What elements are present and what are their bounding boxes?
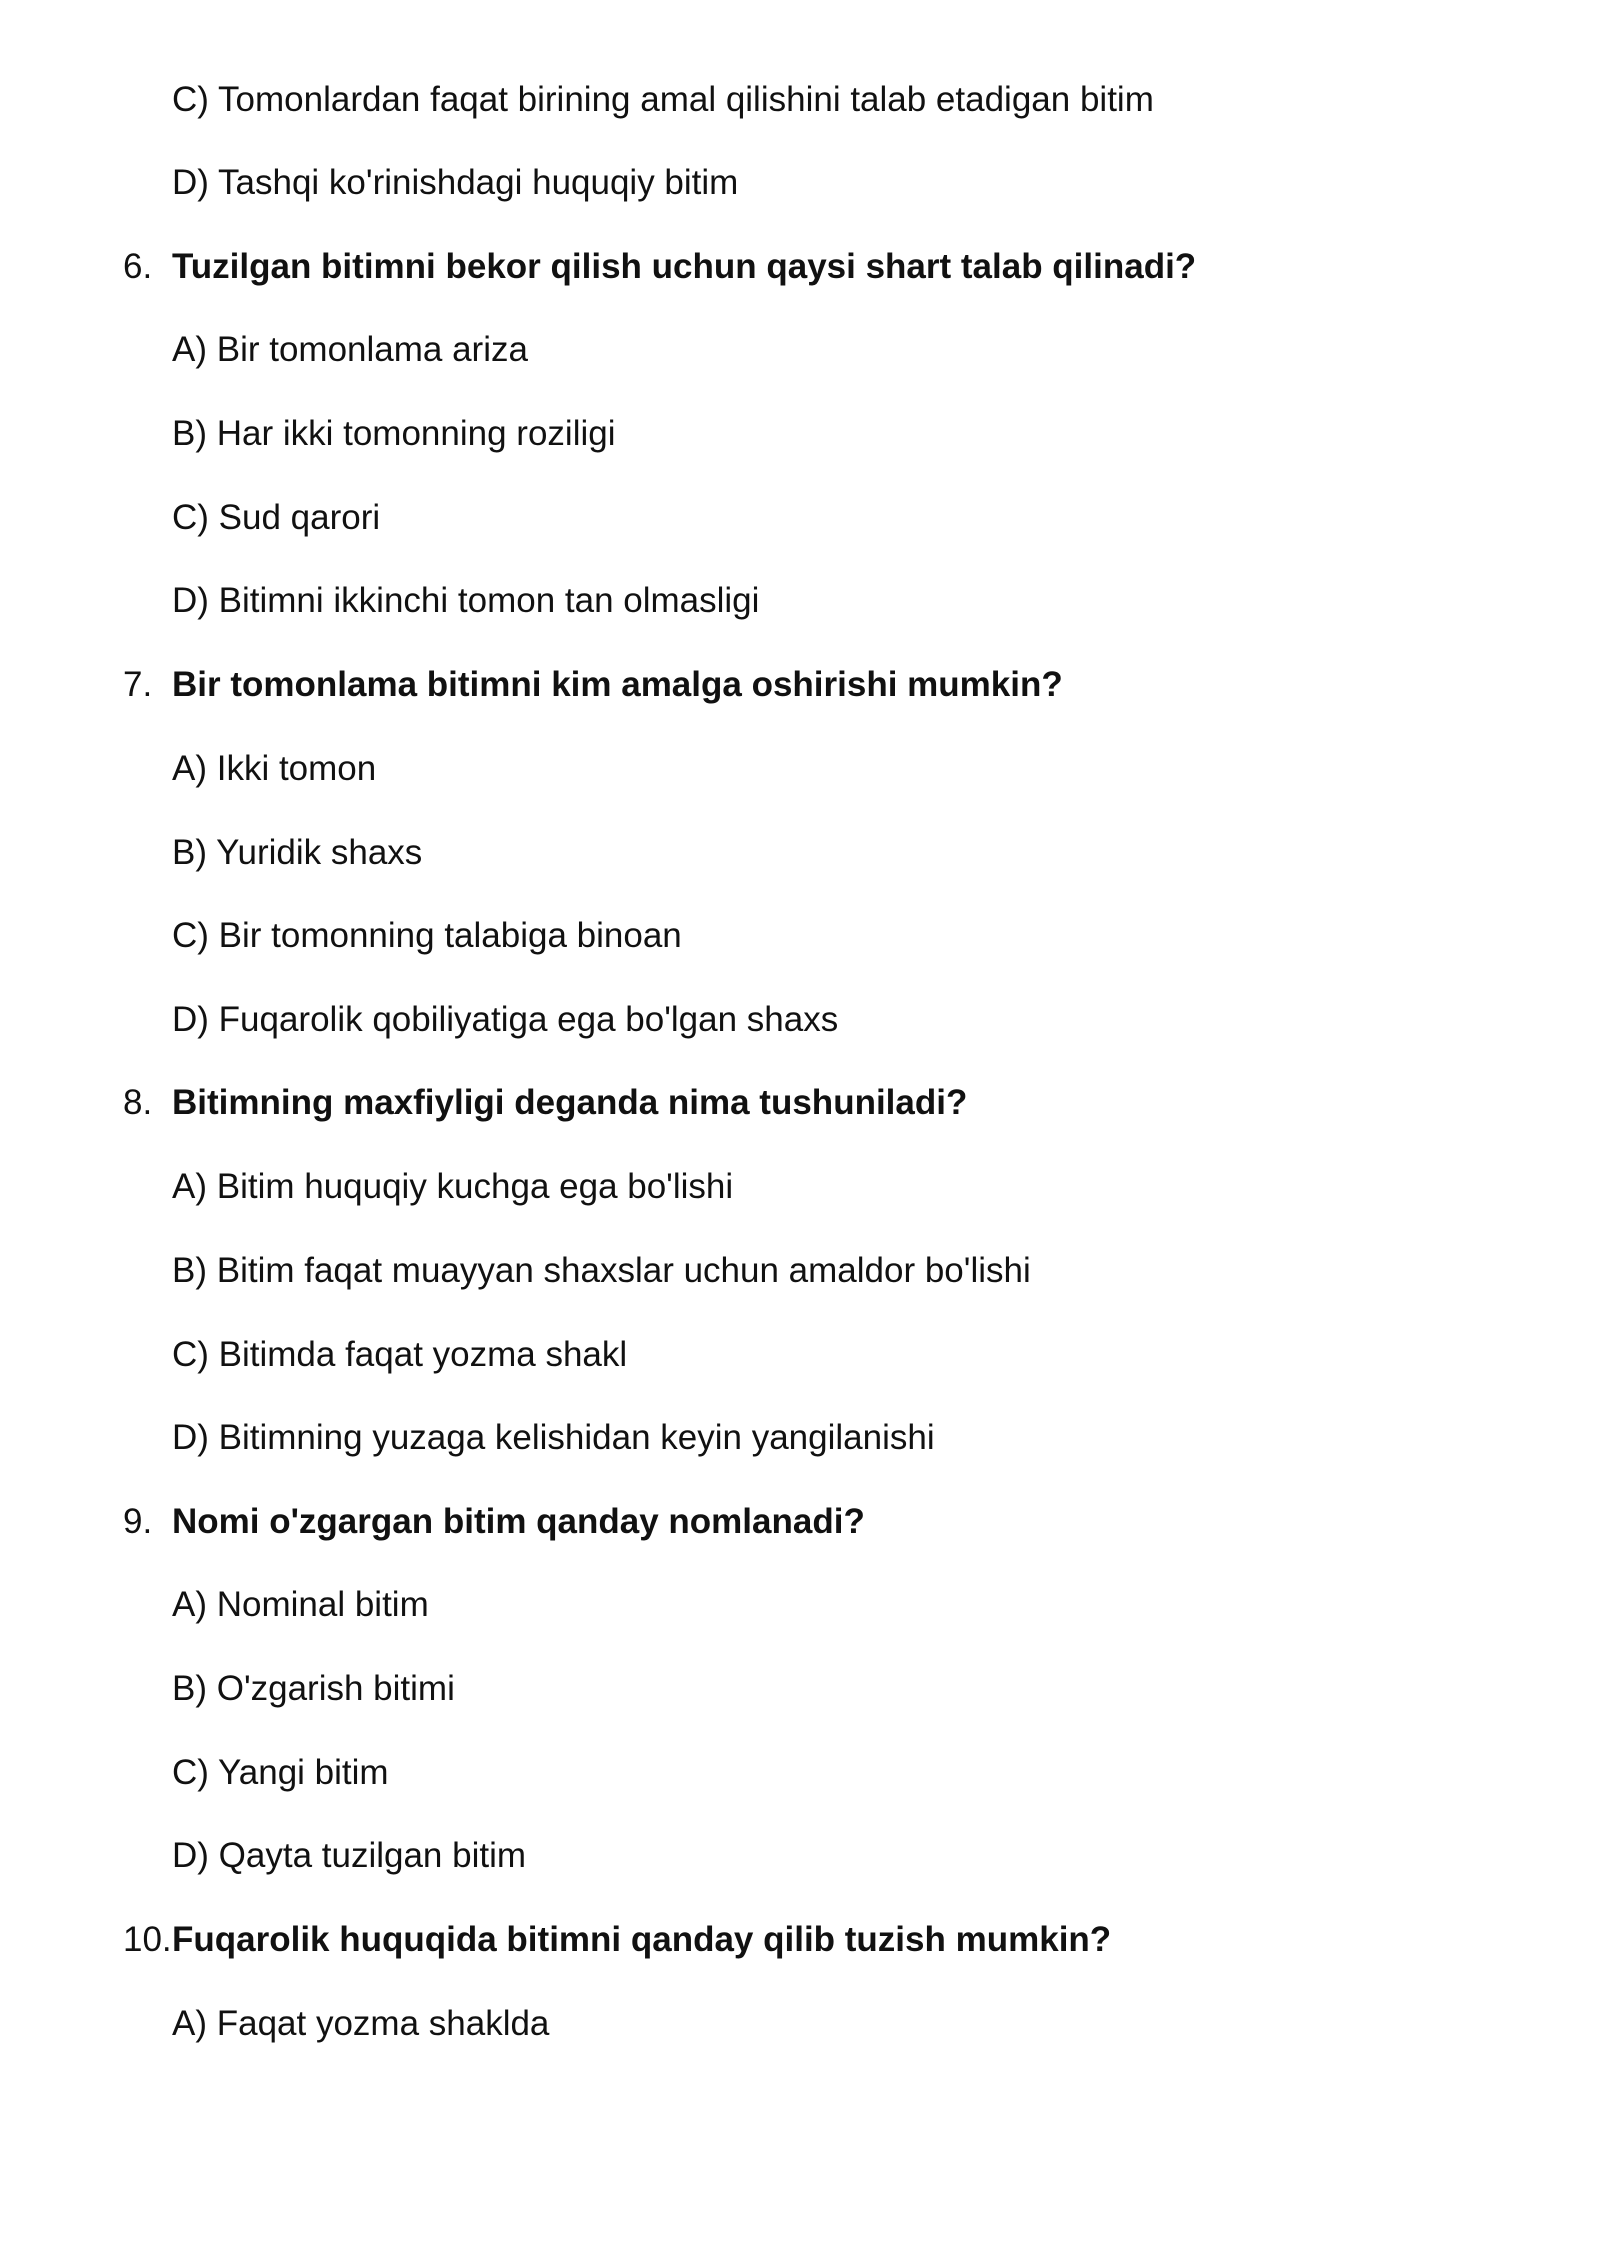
question-number: 8. — [123, 1083, 153, 1122]
question-number: 6. — [123, 247, 153, 286]
option-d: D) Bitimning yuzaga kelishidan keyin yangilanishi — [172, 1418, 935, 1457]
option-b: B) O'zgarish bitimi — [172, 1669, 455, 1708]
option-c: C) Bir tomonning talabiga binoan — [172, 916, 682, 955]
question-number: 10. — [123, 1920, 172, 1959]
option-c: C) Sud qarori — [172, 498, 381, 537]
option-a: A) Nominal bitim — [172, 1585, 429, 1624]
option-d: D) Tashqi ko'rinishdagi huquqiy bitim — [172, 163, 739, 202]
option-a: A) Faqat yozma shaklda — [172, 2004, 550, 2043]
option-b: B) Yuridik shaxs — [172, 833, 423, 872]
option-d: D) Fuqarolik qobiliyatiga ega bo'lgan shaxs — [172, 1000, 839, 1039]
question-text: Fuqarolik huquqida bitimni qanday qilib tuzish mumkin? — [172, 1920, 1112, 1959]
option-c: C) Tomonlardan faqat birining amal qilishini talab etadigan bitim — [172, 80, 1154, 119]
question-number: 7. — [123, 665, 153, 704]
question-text: Tuzilgan bitimni bekor qilish uchun qaysi shart talab qilinadi? — [172, 247, 1197, 286]
option-a: A) Bitim huquqiy kuchga ega bo'lishi — [172, 1167, 734, 1206]
question-text: Bitimning maxfiyligi deganda nima tushuniladi? — [172, 1083, 968, 1122]
option-c: C) Yangi bitim — [172, 1753, 389, 1792]
option-a: A) Ikki tomon — [172, 749, 377, 788]
option-d: D) Qayta tuzilgan bitim — [172, 1836, 527, 1875]
question-number: 9. — [123, 1502, 153, 1541]
option-d: D) Bitimni ikkinchi tomon tan olmasligi — [172, 581, 760, 620]
option-c: C) Bitimda faqat yozma shakl — [172, 1335, 628, 1374]
option-b: B) Bitim faqat muayyan shaxslar uchun amaldor bo'lishi — [172, 1251, 1031, 1290]
option-b: B) Har ikki tomonning roziligi — [172, 414, 616, 453]
question-text: Nomi o'zgargan bitim qanday nomlanadi? — [172, 1502, 865, 1541]
option-a: A) Bir tomonlama ariza — [172, 330, 528, 369]
question-text: Bir tomonlama bitimni kim amalga oshirishi mumkin? — [172, 665, 1063, 704]
